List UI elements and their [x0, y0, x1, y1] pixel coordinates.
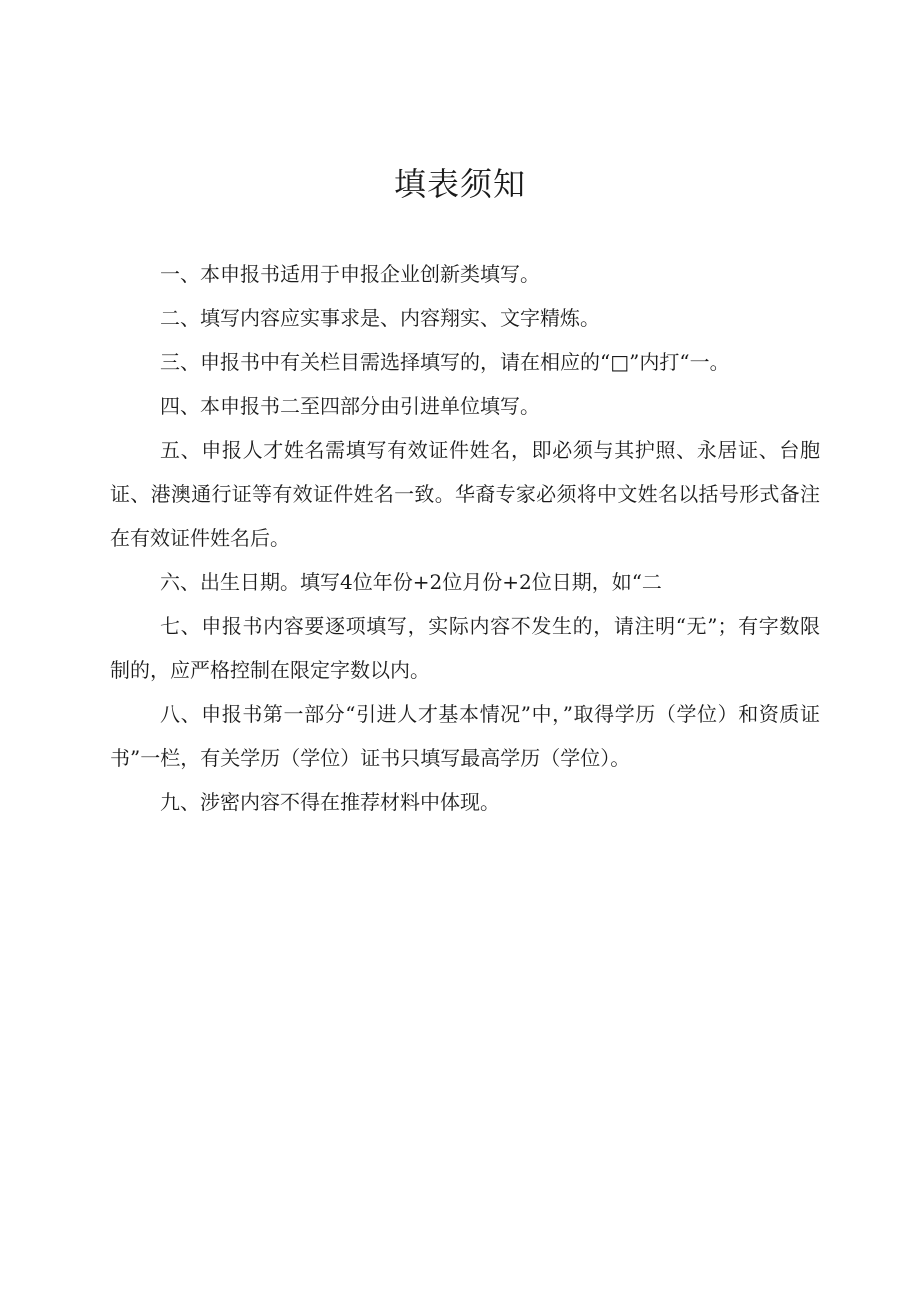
instruction-item-5: 五、申报人才姓名需填写有效证件姓名，即必须与其护照、永居证、台胞证、港澳通行证等有效证件姓名一致。华裔专家必须将中文姓名以括号形式备注在有效证件姓名后。	[110, 438, 820, 550]
instruction-item-9: 九、涉密内容不得在推荐材料中体现。	[160, 790, 500, 814]
instruction-item-8: 八、申报书第一部分“引进人才基本情况”中，”取得学历（学位）和资质证书”一栏，有关学历（学位）证书只填写最高学历（学位）。	[110, 702, 820, 770]
instruction-item-7: 七、申报书内容要逐项填写，实际内容不发生的，请注明“无”；有字数限制的，应严格控制在限定字数以内。	[110, 614, 820, 682]
instruction-item-2: 二、填写内容应实事求是、内容翔实、文字精炼。	[160, 306, 600, 330]
instruction-item-3: 三、申报书中有关栏目需选择填写的，请在相应的“□”内打“一。	[160, 350, 730, 374]
instruction-list	[110, 252, 820, 824]
instruction-item-1: 一、本申报书适用于申报企业创新类填写。	[160, 262, 540, 286]
page-title: 填表须知	[393, 165, 526, 203]
instruction-item-4: 四、本申报书二至四部分由引进单位填写。	[160, 394, 540, 418]
instruction-item-6: 六、出生日期。填写4位年份+2位月份+2位日期，如“二	[160, 570, 662, 594]
